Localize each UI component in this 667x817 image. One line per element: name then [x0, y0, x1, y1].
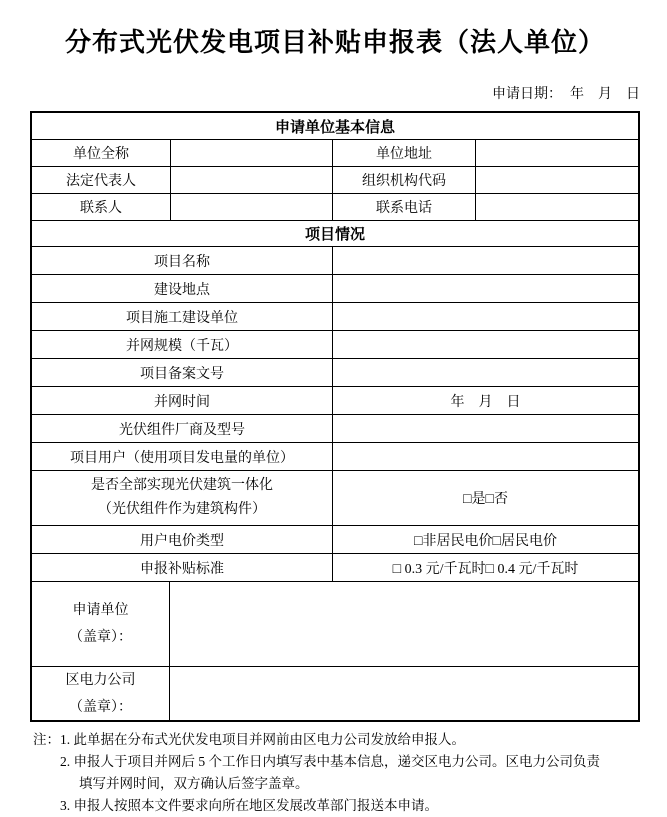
field-label-price-type: 用户电价类型	[140, 533, 224, 549]
table-row	[32, 414, 638, 442]
field-value-project-filing-number[interactable]	[332, 359, 638, 386]
table-row	[32, 442, 638, 470]
note-item-2	[60, 751, 658, 795]
field-label-construction-unit: 项目施工建设单位	[126, 310, 238, 326]
notes	[33, 729, 658, 817]
table-row	[32, 246, 638, 274]
field-value-pv-module-manufacturer-model[interactable]	[332, 415, 638, 442]
table-row	[32, 330, 638, 358]
applicant-unit-seal-area[interactable]	[169, 582, 638, 666]
table-row	[32, 274, 638, 302]
field-label-grid-connection-date: 并网时间	[154, 394, 210, 410]
applicant-unit-seal-label	[32, 582, 169, 666]
subsidy-standard-checkbox-options[interactable]: □ 0.3 元/千瓦时□ 0.4 元/千瓦时	[332, 554, 638, 581]
section-row-project-info-header	[32, 220, 638, 246]
application-date-line	[30, 83, 640, 103]
field-label-unit-name: 单位全称	[73, 147, 129, 162]
field-label-subsidy-standard: 申报补贴标准	[140, 561, 224, 577]
table-row	[32, 139, 638, 166]
district-power-company-seal-label	[32, 667, 169, 720]
field-value-project-name[interactable]	[332, 247, 638, 274]
table-row	[32, 581, 638, 666]
table-row	[32, 525, 638, 553]
field-label-contact-person: 联系人	[80, 201, 122, 216]
field-label-project-name: 项目名称	[154, 254, 210, 270]
bipv-checkbox-options[interactable]: □是□否	[332, 471, 638, 525]
table-row	[32, 193, 638, 220]
field-value-construction-unit[interactable]	[332, 303, 638, 330]
district-power-company-seal-label-line1: 区电力公司	[65, 672, 136, 688]
table-row	[32, 358, 638, 386]
price-type-checkbox-options[interactable]: □非居民电价□居民电价	[332, 526, 638, 553]
section-header-project-info: 项目情况	[304, 226, 365, 243]
table-row	[32, 166, 638, 193]
field-value-unit-address[interactable]	[475, 140, 638, 166]
field-value-legal-representative[interactable]	[170, 167, 332, 193]
field-label-bipv	[32, 471, 332, 525]
table-row	[32, 386, 638, 414]
field-value-unit-name[interactable]	[170, 140, 332, 166]
table-row	[32, 553, 638, 581]
field-label-contact-phone: 联系电话	[332, 194, 475, 220]
applicant-unit-seal-label-line1: 申请单位	[72, 603, 129, 618]
field-value-contact-phone[interactable]	[475, 194, 638, 220]
field-label-construction-site: 建设地点	[154, 282, 210, 298]
note-item-2-line1: 2. 申报人于项目并网后 5 个工作日内填写表中基本信息，递交区电力公司。区电力公司负责	[60, 754, 600, 769]
application-date-label: 申请日期：	[492, 87, 562, 102]
application-form-table	[30, 111, 640, 722]
notes-items	[60, 729, 658, 817]
table-row	[32, 666, 638, 720]
applicant-unit-seal-label-line2: （盖章）：	[69, 630, 132, 645]
district-power-company-seal-label-line2: （盖章）：	[69, 699, 132, 715]
field-label-pv-module-manufacturer-model: 光伏组件厂商及型号	[119, 422, 245, 438]
page-title: 分布式光伏发电项目补贴申报表（法人单位）	[64, 27, 605, 57]
section-header-basic-info: 申请单位基本信息	[274, 118, 395, 136]
table-row	[32, 302, 638, 330]
field-value-grid-capacity-kw[interactable]	[332, 331, 638, 358]
field-value-organization-code[interactable]	[475, 167, 638, 193]
field-label-project-user: 项目用户（使用项目发电量的单位）	[70, 450, 294, 466]
field-label-bipv-line1: 是否全部实现光伏建筑一体化	[91, 478, 273, 493]
field-label-unit-address: 单位地址	[332, 140, 475, 166]
field-value-grid-connection-date[interactable]: 年 月 日	[332, 387, 638, 414]
field-label-project-filing-number: 项目备案文号	[140, 366, 224, 382]
note-item-2-line2: 填写并网时间，双方确认后签字盖章。	[79, 776, 309, 791]
field-label-grid-capacity-kw: 并网规模（千瓦）	[126, 338, 238, 354]
note-item-3: 3. 申报人按照本文件要求向所在地区发展改革部门报送本申请。	[60, 798, 438, 813]
field-value-contact-person[interactable]	[170, 194, 332, 220]
note-item-1: 1. 此单据在分布式光伏发电项目并网前由区电力公司发放给申报人。	[60, 732, 465, 747]
table-row	[32, 470, 638, 525]
section-row-basic-info-header	[32, 113, 638, 139]
field-label-organization-code: 组织机构代码	[332, 167, 475, 193]
field-value-project-user[interactable]	[332, 443, 638, 470]
field-label-bipv-line2: （光伏组件作为建筑构件）	[98, 502, 266, 517]
notes-prefix: 注：	[33, 732, 60, 747]
field-value-construction-site[interactable]	[332, 275, 638, 302]
application-date-value[interactable]: 年 月 日	[570, 87, 640, 102]
field-label-legal-representative: 法定代表人	[66, 174, 136, 189]
district-power-company-seal-area[interactable]	[169, 667, 638, 720]
